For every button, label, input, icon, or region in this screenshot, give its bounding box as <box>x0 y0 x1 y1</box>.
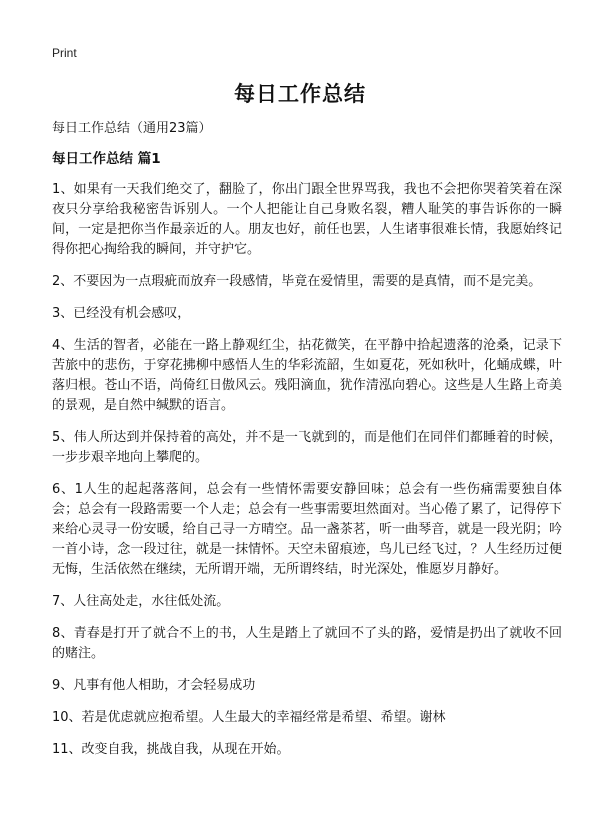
paragraph: 9、凡事有他人相助，才会轻易成功 <box>52 678 256 693</box>
document-subtitle: 每日工作总结（通用23篇） <box>52 121 212 136</box>
paragraph: 7、人往高处走，水往低处流。 <box>52 594 230 609</box>
paragraph: 8、青春是打开了就合不上的书，人生是踏上了就回不了头的路，爱情是扔出了就收不回的赌注。 <box>52 626 562 661</box>
paragraph: 6、1人生的起起落落间，总会有一些情怀需要安静回味；总会有一些伤痛需要独自体会；总会有一段路需要一个人走；总会有一些事需要坦然面对。当心倦了累了，记得停下来给心灵寻一份安暖，给自己寻一方晴空。品一盏茶茗，听一曲琴音，就是一段光阴；吟一首小诗，念一段过往，就是一抹情怀。天空未留痕迹，鸟儿已经飞过，？人生经历过便无悔，生活依然在继续，无所谓开端，无所谓终结，时光深处，惟愿岁月静好。 <box>52 482 562 577</box>
article-body <box>52 180 562 772</box>
paragraph: 2、不要因为一点瑕疵而放弃一段感情，毕竟在爱情里，需要的是真情，而不是完美。 <box>52 274 542 289</box>
paragraph: 1、如果有一天我们绝交了，翻脸了，你出门跟全世界骂我，我也不会把你哭着笑着在深夜只分享给我秘密告诉别人。一个人把能让自己身败名裂，糟人耻笑的事告诉你的一瞬间，一定是把你当作最亲近的人。朋友也好，前任也罢，人生诸事很难长情，我愿始终记得你把心掏给我的瞬间，并守护它。 <box>52 182 562 257</box>
paragraph: 10、若是优虑就应抱希望。人生最大的幸福经常是希望、希望。谢林 <box>52 710 446 725</box>
paragraph: 11、改变自我，挑战自我，从现在开始。 <box>52 742 290 757</box>
paragraph: 3、已经没有机会感叹， <box>52 306 191 321</box>
paragraph: 5、伟人所达到并保持着的高处，并不是一飞就到的，而是他们在同伴们都睡着的时候，一步步艰辛地向上攀爬的。 <box>52 430 562 465</box>
page-title: 每日工作总结 <box>234 82 366 106</box>
section-heading: 每日工作总结 篇1 <box>52 151 161 167</box>
print-link[interactable]: Print <box>52 46 77 60</box>
paragraph: 4、生活的智者，必能在一路上静观红尘，拈花微笑，在平静中拾起遗落的沧桑，记录下苦旅中的悲伤，于穿花拂柳中感悟人生的华彩流韶，生如夏花，死如秋叶，化蛹成蝶，叶落归根。苍山不语，尚倚红日傲风云。残阳滴血，犹作清泓向碧心。这些是人生路上奇美的景观，是自然中缄默的语言。 <box>52 338 562 413</box>
